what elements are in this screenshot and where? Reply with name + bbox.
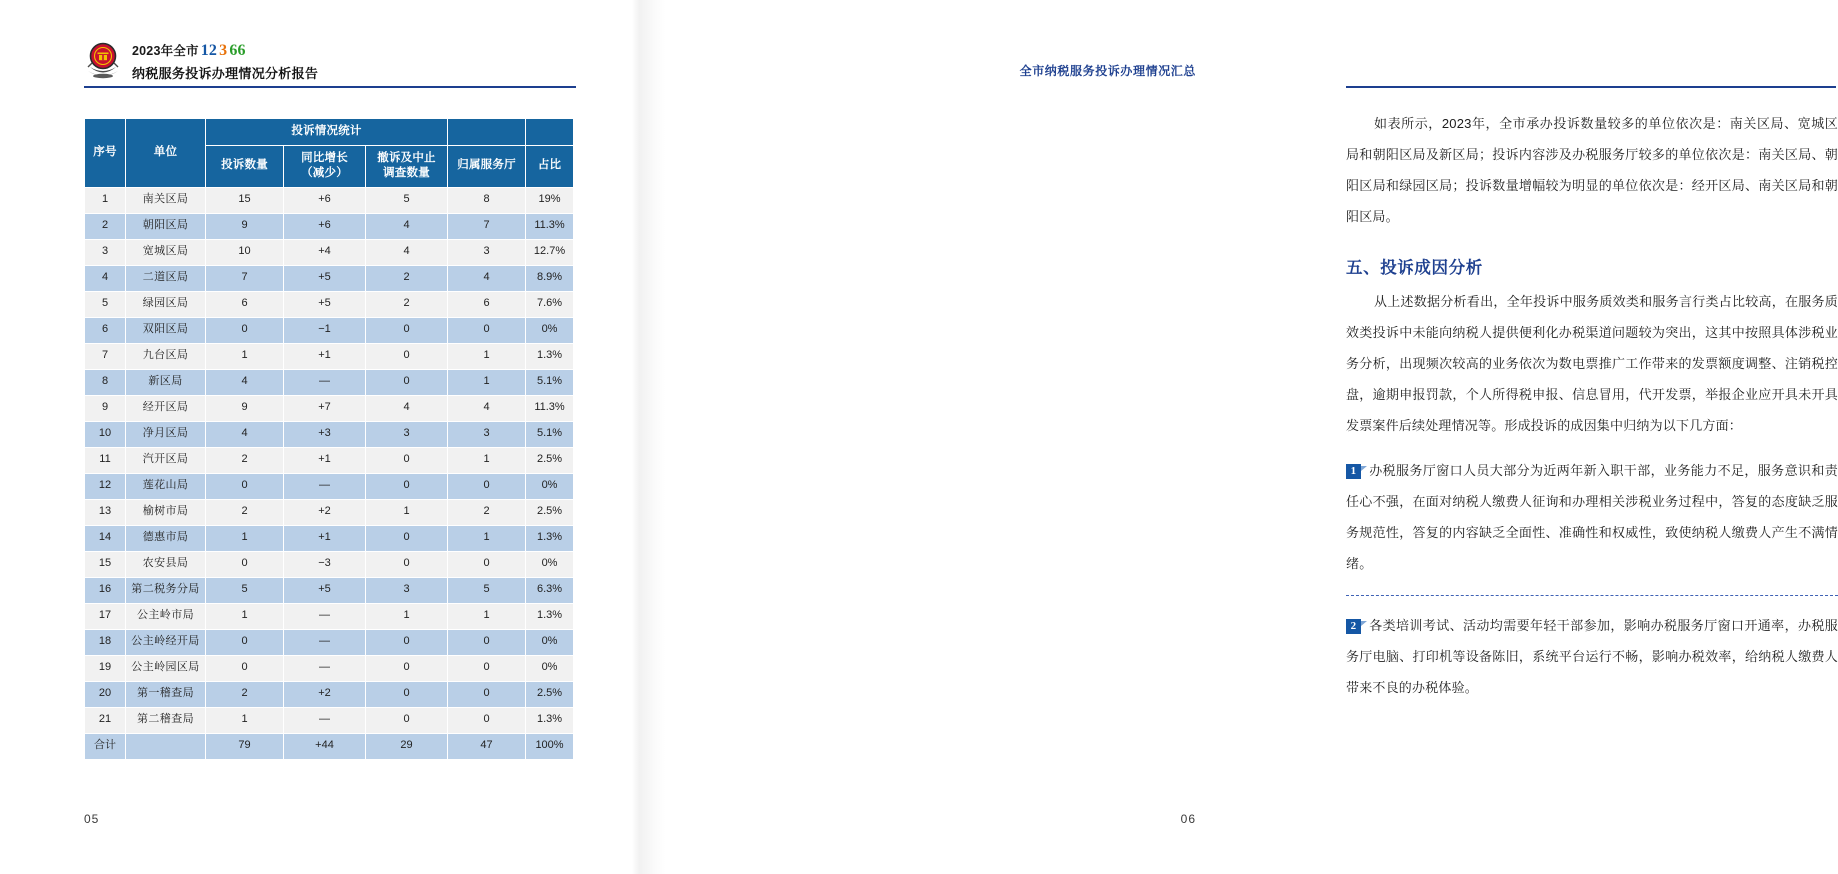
cell-withdraw: 3: [366, 577, 448, 603]
china-tax-emblem-icon: [84, 40, 122, 82]
cell-seq: 12: [85, 473, 126, 499]
cell-count: 1: [206, 707, 284, 733]
cell-unit: 朝阳区局: [126, 213, 206, 239]
cell-unit: 莲花山局: [126, 473, 206, 499]
right-page: [640, 0, 1838, 874]
cell-seq: 8: [85, 369, 126, 395]
cell-count: 9: [206, 395, 284, 421]
list-item: [1346, 455, 1838, 579]
left-header-rule: [84, 86, 576, 88]
cell-hall: 1: [448, 447, 526, 473]
th-withdraw: [366, 145, 448, 187]
cell-count: 4: [206, 421, 284, 447]
cell-yoy: +6: [284, 213, 366, 239]
cell-count: 2: [206, 681, 284, 707]
table-row: [85, 707, 574, 733]
complaint-summary-table-wrapper: [84, 118, 573, 760]
hotline-digits-66: 66: [229, 42, 246, 59]
cell-withdraw: 0: [366, 655, 448, 681]
cell-hall: 8: [448, 187, 526, 213]
table-row: [85, 265, 574, 291]
cell-ratio: 1.3%: [526, 603, 574, 629]
cell-unit: 宽城区局: [126, 239, 206, 265]
cell-ratio: 7.6%: [526, 291, 574, 317]
cell-seq: 2: [85, 213, 126, 239]
total-cell-count: 79: [206, 733, 284, 759]
table-row: [85, 655, 574, 681]
cell-seq: 11: [85, 447, 126, 473]
item-badge-2: 2: [1346, 619, 1361, 634]
cell-ratio: 19%: [526, 187, 574, 213]
list-item: [1346, 610, 1838, 703]
item-text-1: 办税服务厅窗口人员大部分为近两年新入职干部，业务能力不足，服务意识和责任心不强，在面对纳税人缴费人征询和办理相关涉税业务过程中，答复的态度缺乏服务规范性，答复的内容缺乏全面性、准确性和权威性，致使纳税人缴费人产生不满情绪。: [1346, 463, 1838, 571]
cell-yoy: +2: [284, 681, 366, 707]
cell-ratio: 1.3%: [526, 525, 574, 551]
table-row: [85, 343, 574, 369]
section-heading-complaint-causes: 五、投诉成因分析: [1346, 259, 1483, 277]
table-row: [85, 239, 574, 265]
cell-yoy: +2: [284, 499, 366, 525]
table-row: [85, 499, 574, 525]
cell-hall: 0: [448, 317, 526, 343]
cell-unit: 公主岭市局: [126, 603, 206, 629]
cell-seq: 6: [85, 317, 126, 343]
cell-seq: 15: [85, 551, 126, 577]
cell-ratio: 2.5%: [526, 447, 574, 473]
right-page-number: 06: [1180, 812, 1196, 826]
cell-seq: 10: [85, 421, 126, 447]
cell-unit: 净月区局: [126, 421, 206, 447]
cell-unit: 经开区局: [126, 395, 206, 421]
cell-withdraw: 0: [366, 681, 448, 707]
header-title-line-1: [132, 41, 318, 60]
cell-hall: 3: [448, 421, 526, 447]
cell-ratio: 0%: [526, 317, 574, 343]
cell-unit: 双阳区局: [126, 317, 206, 343]
cell-count: 0: [206, 629, 284, 655]
cell-yoy: +1: [284, 343, 366, 369]
th-seq: 序号: [85, 119, 126, 188]
header-title-block: [132, 40, 318, 82]
cell-yoy: —: [284, 369, 366, 395]
table-row: [85, 187, 574, 213]
total-cell-withdraw: 29: [366, 733, 448, 759]
cell-seq: 7: [85, 343, 126, 369]
th-group-stats: 投诉情况统计: [206, 119, 448, 146]
th-ratio: 占比: [526, 145, 574, 187]
header-subtitle: 纳税服务投诉办理情况分析报告: [132, 66, 319, 81]
cell-seq: 13: [85, 499, 126, 525]
table-row: [85, 421, 574, 447]
cell-ratio: 11.3%: [526, 395, 574, 421]
cell-seq: 18: [85, 629, 126, 655]
cell-hall: 0: [448, 473, 526, 499]
cell-seq: 21: [85, 707, 126, 733]
cell-hall: 1: [448, 369, 526, 395]
cell-unit: 第一稽查局: [126, 681, 206, 707]
th-yoy: [284, 145, 366, 187]
cell-withdraw: 2: [366, 291, 448, 317]
cell-seq: 9: [85, 395, 126, 421]
cell-seq: 17: [85, 603, 126, 629]
table-row: [85, 603, 574, 629]
cell-count: 4: [206, 369, 284, 395]
th-yoy-line2: （减少）: [301, 167, 348, 180]
cell-withdraw: 0: [366, 343, 448, 369]
cell-seq: 3: [85, 239, 126, 265]
cell-yoy: +5: [284, 577, 366, 603]
cell-unit: 新区局: [126, 369, 206, 395]
cell-yoy: —: [284, 707, 366, 733]
cell-ratio: 12.7%: [526, 239, 574, 265]
cell-unit: 绿园区局: [126, 291, 206, 317]
cell-withdraw: 1: [366, 603, 448, 629]
th-withdraw-line1: 撤诉及中止: [377, 151, 436, 164]
total-cell-seq: 合计: [85, 733, 126, 759]
cell-ratio: 0%: [526, 473, 574, 499]
cell-count: 1: [206, 343, 284, 369]
intro-paragraph: 如表所示，2023年，全市承办投诉数量较多的单位依次是：南关区局、宽城区局和朝阳区局及新区局；投诉内容涉及办税服务厅较多的单位依次是：南关区局、朝阳区局和绿园区局；投诉数量增幅较为明显的单位依次是：经开区局、南关区局和朝阳区局。: [1346, 116, 1838, 224]
cell-hall: 0: [448, 707, 526, 733]
cell-hall: 0: [448, 655, 526, 681]
th-withdraw-line2: 调查数量: [383, 167, 430, 180]
table-row: [85, 395, 574, 421]
header-year-text: 2023年全市: [132, 44, 199, 58]
table-row: [85, 369, 574, 395]
table-row: [85, 525, 574, 551]
cell-hall: 0: [448, 681, 526, 707]
cell-withdraw: 0: [366, 473, 448, 499]
cell-hall: 6: [448, 291, 526, 317]
cell-count: 2: [206, 499, 284, 525]
cell-ratio: 0%: [526, 629, 574, 655]
hotline-digits-12: 12: [200, 42, 218, 59]
cell-seq: 14: [85, 525, 126, 551]
cell-ratio: 8.9%: [526, 265, 574, 291]
left-page: [0, 0, 640, 874]
cell-unit: 公主岭园区局: [126, 655, 206, 681]
item-badge-1: 1: [1346, 464, 1361, 479]
table-row: [85, 577, 574, 603]
cell-ratio: 5.1%: [526, 369, 574, 395]
th-hall: 归属服务厅: [448, 145, 526, 187]
th-unit: 单位: [126, 119, 206, 188]
cell-count: 6: [206, 291, 284, 317]
cell-withdraw: 0: [366, 707, 448, 733]
cell-ratio: 11.3%: [526, 213, 574, 239]
hotline-digit-3: 3: [219, 42, 228, 59]
cell-withdraw: 0: [366, 525, 448, 551]
cell-count: 9: [206, 213, 284, 239]
table-row: [85, 213, 574, 239]
right-page-header-title: 全市纳税服务投诉办理情况汇总: [1019, 64, 1196, 78]
cell-unit: 农安县局: [126, 551, 206, 577]
cell-withdraw: 1: [366, 499, 448, 525]
table-row: [85, 681, 574, 707]
cell-count: 5: [206, 577, 284, 603]
cell-yoy: —: [284, 473, 366, 499]
th-ratio-spacer: [526, 119, 574, 146]
cell-yoy: +7: [284, 395, 366, 421]
right-page-content: [1346, 108, 1838, 703]
cell-withdraw: 0: [366, 369, 448, 395]
cell-yoy: −3: [284, 551, 366, 577]
cell-unit: 南关区局: [126, 187, 206, 213]
cell-hall: 7: [448, 213, 526, 239]
cell-withdraw: 4: [366, 213, 448, 239]
left-page-number: 05: [84, 812, 100, 826]
cell-withdraw: 0: [366, 551, 448, 577]
cell-ratio: 0%: [526, 655, 574, 681]
cell-yoy: —: [284, 655, 366, 681]
cell-hall: 0: [448, 629, 526, 655]
cell-count: 1: [206, 525, 284, 551]
th-yoy-line1: 同比增长: [301, 151, 348, 164]
cell-hall: 1: [448, 525, 526, 551]
th-hall-spacer: [448, 119, 526, 146]
cell-yoy: +6: [284, 187, 366, 213]
item-text-2: 各类培训考试、活动均需要年轻干部参加，影响办税服务厅窗口开通率，办税服务厅电脑、打印机等设备陈旧，系统平台运行不畅，影响办税效率，给纳税人缴费人带来不良的办税体验。: [1346, 618, 1838, 695]
cell-yoy: +4: [284, 239, 366, 265]
cell-hall: 4: [448, 395, 526, 421]
cell-ratio: 2.5%: [526, 681, 574, 707]
cell-hall: 3: [448, 239, 526, 265]
cell-seq: 4: [85, 265, 126, 291]
cell-seq: 19: [85, 655, 126, 681]
cell-unit: 公主岭经开局: [126, 629, 206, 655]
cell-ratio: 1.3%: [526, 343, 574, 369]
cell-yoy: +5: [284, 265, 366, 291]
cell-hall: 5: [448, 577, 526, 603]
cell-ratio: 2.5%: [526, 499, 574, 525]
cell-count: 0: [206, 655, 284, 681]
cell-withdraw: 4: [366, 239, 448, 265]
cell-unit: 榆树市局: [126, 499, 206, 525]
cell-count: 0: [206, 317, 284, 343]
analysis-paragraph: 从上述数据分析看出，全年投诉中服务质效类和服务言行类占比较高，在服务质效类投诉中未能向纳税人提供便利化办税渠道问题较为突出，这其中按照具体涉税业务分析，出现频次较高的业务依次为数电票推广工作带来的发票额度调整、注销税控盘，逾期申报罚款，个人所得税申报、信息冒用，代开发票，举报企业应开具未开具发票案件后续处理情况等。形成投诉的成因集中归纳为以下几方面：: [1346, 294, 1838, 433]
table-total-row: [85, 733, 574, 759]
cell-count: 15: [206, 187, 284, 213]
cell-unit: 德惠市局: [126, 525, 206, 551]
cell-unit: 汽开区局: [126, 447, 206, 473]
cell-withdraw: 2: [366, 265, 448, 291]
cell-unit: 第二税务分局: [126, 577, 206, 603]
cell-hall: 1: [448, 603, 526, 629]
complaint-summary-table: [84, 118, 574, 760]
cell-ratio: 5.1%: [526, 421, 574, 447]
cell-yoy: +1: [284, 525, 366, 551]
table-row: [85, 447, 574, 473]
cell-withdraw: 0: [366, 317, 448, 343]
cell-ratio: 1.3%: [526, 707, 574, 733]
cell-hall: 1: [448, 343, 526, 369]
table-header-row-1: [85, 119, 574, 146]
table-row: [85, 629, 574, 655]
table-row: [85, 291, 574, 317]
table-row: [85, 317, 574, 343]
cell-hall: 2: [448, 499, 526, 525]
cell-yoy: —: [284, 629, 366, 655]
cell-withdraw: 5: [366, 187, 448, 213]
left-page-header: [84, 40, 576, 82]
table-row: [85, 473, 574, 499]
cell-ratio: 6.3%: [526, 577, 574, 603]
table-row: [85, 551, 574, 577]
cell-seq: 20: [85, 681, 126, 707]
cell-ratio: 0%: [526, 551, 574, 577]
cell-count: 7: [206, 265, 284, 291]
total-cell-unit: [126, 733, 206, 759]
cell-count: 0: [206, 473, 284, 499]
cell-count: 10: [206, 239, 284, 265]
cell-withdraw: 4: [366, 395, 448, 421]
total-cell-yoy: +44: [284, 733, 366, 759]
table-body: [85, 187, 574, 759]
cell-unit: 第二稽查局: [126, 707, 206, 733]
total-cell-hall: 47: [448, 733, 526, 759]
cell-hall: 4: [448, 265, 526, 291]
cell-hall: 0: [448, 551, 526, 577]
cell-count: 0: [206, 551, 284, 577]
th-count: 投诉数量: [206, 145, 284, 187]
cell-yoy: +3: [284, 421, 366, 447]
cell-count: 1: [206, 603, 284, 629]
cell-seq: 5: [85, 291, 126, 317]
cell-yoy: −1: [284, 317, 366, 343]
cell-withdraw: 0: [366, 447, 448, 473]
cell-unit: 九台区局: [126, 343, 206, 369]
cell-unit: 二道区局: [126, 265, 206, 291]
table-head: [85, 119, 574, 188]
cell-yoy: +1: [284, 447, 366, 473]
total-cell-ratio: 100%: [526, 733, 574, 759]
cell-yoy: —: [284, 603, 366, 629]
item-divider: [1346, 595, 1838, 596]
cell-withdraw: 0: [366, 629, 448, 655]
cell-count: 2: [206, 447, 284, 473]
cell-withdraw: 3: [366, 421, 448, 447]
right-header-rule: [1346, 86, 1836, 88]
cell-seq: 16: [85, 577, 126, 603]
cell-yoy: +5: [284, 291, 366, 317]
cell-seq: 1: [85, 187, 126, 213]
